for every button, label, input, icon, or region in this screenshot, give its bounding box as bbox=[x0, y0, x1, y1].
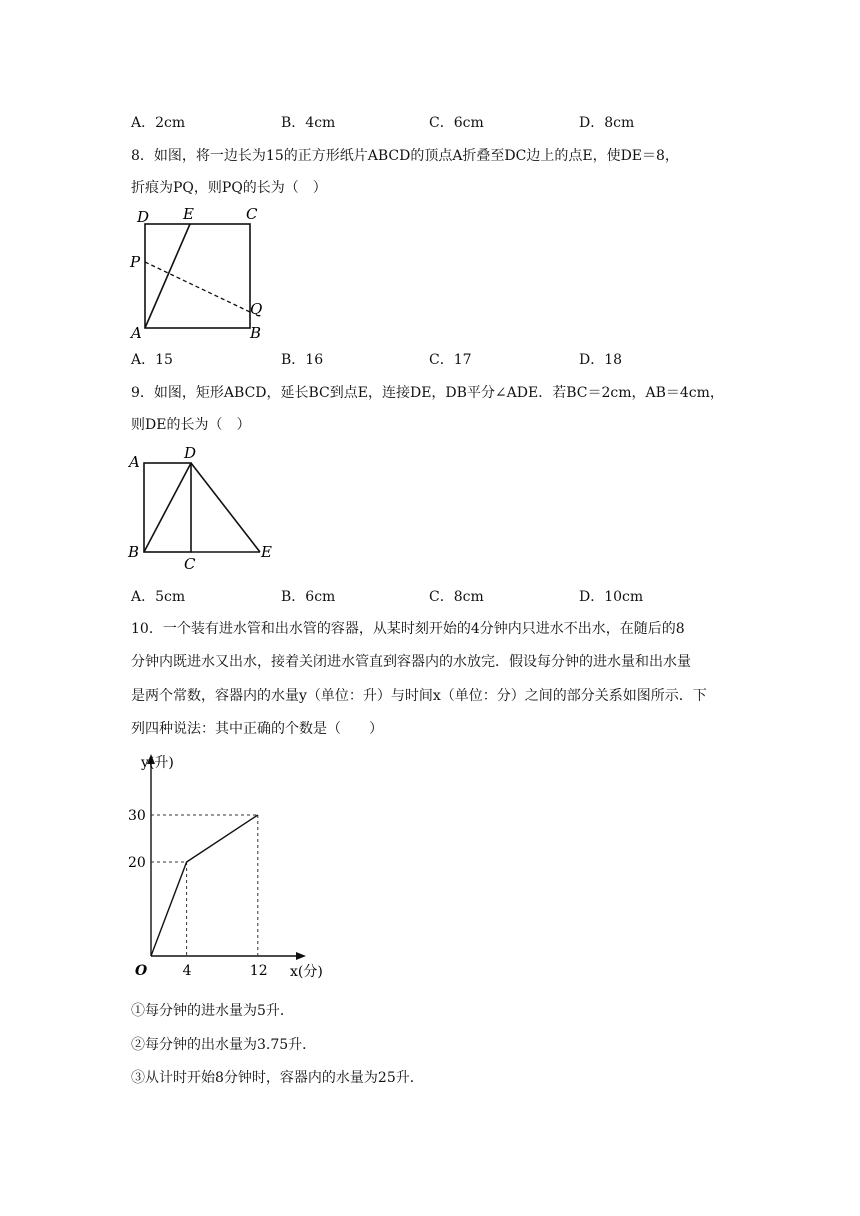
q8-option-a: A．15 bbox=[131, 352, 173, 368]
q8-label-p: P bbox=[130, 253, 141, 271]
q8-label-a: A bbox=[131, 324, 142, 342]
q9-label-c: C bbox=[184, 555, 196, 573]
y-tick-label: 20 bbox=[128, 855, 146, 871]
q8-stem-line-1: 8．如图，将一边长为15的正方形纸片ABCD的顶点A折叠至DC边上的点E，使DE＝8， bbox=[131, 148, 679, 164]
x-tick-label: 12 bbox=[249, 963, 268, 979]
q8-label-d: D bbox=[137, 208, 150, 226]
q9-label-d: D bbox=[184, 444, 197, 462]
q9-option-b: B．6cm bbox=[281, 589, 336, 605]
q7-option-b: B．4cm bbox=[281, 115, 336, 131]
q9-label-b: B bbox=[128, 543, 140, 561]
q10-stem-line-1: 10．一个装有进水管和出水管的容器，从某时刻开始的4分钟内只进水不出水，在随后的8 bbox=[131, 621, 685, 637]
q9-stem-line-1: 9．如图，矩形ABCD，延长BC到点E，连接DE，DB平分∠ADE．若BC＝2cm，AB＝4cm， bbox=[131, 385, 724, 401]
q9-option-d: D．10cm bbox=[579, 589, 644, 605]
q8-label-e: E bbox=[183, 205, 194, 223]
q7-option-c: C．6cm bbox=[429, 115, 484, 131]
q8-option-c: C．17 bbox=[429, 352, 472, 368]
q10-statement-2: ②每分钟的出水量为3.75升． bbox=[131, 1037, 317, 1053]
y-tick-label: 30 bbox=[128, 808, 146, 824]
q8-label-c: C bbox=[246, 205, 258, 223]
q9-label-e: E bbox=[261, 543, 272, 561]
q9-figure bbox=[120, 440, 285, 575]
origin-label: O bbox=[135, 963, 148, 979]
q9-options bbox=[131, 586, 731, 606]
q10-statement-1: ①每分钟的进水量为5升． bbox=[131, 1003, 294, 1019]
q9-stem-line-2: 则DE的长为（ ） bbox=[131, 417, 251, 433]
q10-chart bbox=[120, 748, 340, 983]
x-axis-arrow bbox=[296, 952, 306, 960]
q7-option-a: A．2cm bbox=[131, 115, 186, 131]
y-axis-label: y(升) bbox=[141, 755, 174, 771]
q8-label-q: Q bbox=[250, 300, 263, 318]
q8-options bbox=[131, 349, 731, 369]
q10-stem-line-3: 是两个常数，容器内的水量y（单位：升）与时间x（单位：分）之间的部分关系如图所示．下 bbox=[131, 688, 707, 704]
x-axis-label: x(分) bbox=[290, 964, 323, 980]
q7-options bbox=[131, 112, 731, 132]
x-tick-label: 4 bbox=[182, 963, 192, 979]
q10-stem-line-2: 分钟内既进水又出水，接着关闭进水管直到容器内的水放完．假设每分钟的进水量和出水量 bbox=[131, 654, 691, 670]
q9-option-a: A．5cm bbox=[131, 589, 186, 605]
q9-label-a: A bbox=[129, 453, 140, 471]
series-line bbox=[151, 815, 258, 956]
q9-option-c: C．8cm bbox=[429, 589, 484, 605]
q8-option-b: B．16 bbox=[281, 352, 324, 368]
q8-label-b: B bbox=[250, 324, 262, 342]
q10-statement-3: ③从计时开始8分钟时，容器内的水量为25升． bbox=[131, 1070, 424, 1086]
q8-figure bbox=[120, 200, 280, 345]
q8-option-d: D．18 bbox=[579, 352, 623, 368]
q8-stem-line-2: 折痕为PQ，则PQ的长为（ ） bbox=[131, 180, 327, 196]
q7-option-d: D．8cm bbox=[579, 115, 635, 131]
q10-stem-line-4: 列四种说法：其中正确的个数是（ ） bbox=[131, 721, 383, 737]
